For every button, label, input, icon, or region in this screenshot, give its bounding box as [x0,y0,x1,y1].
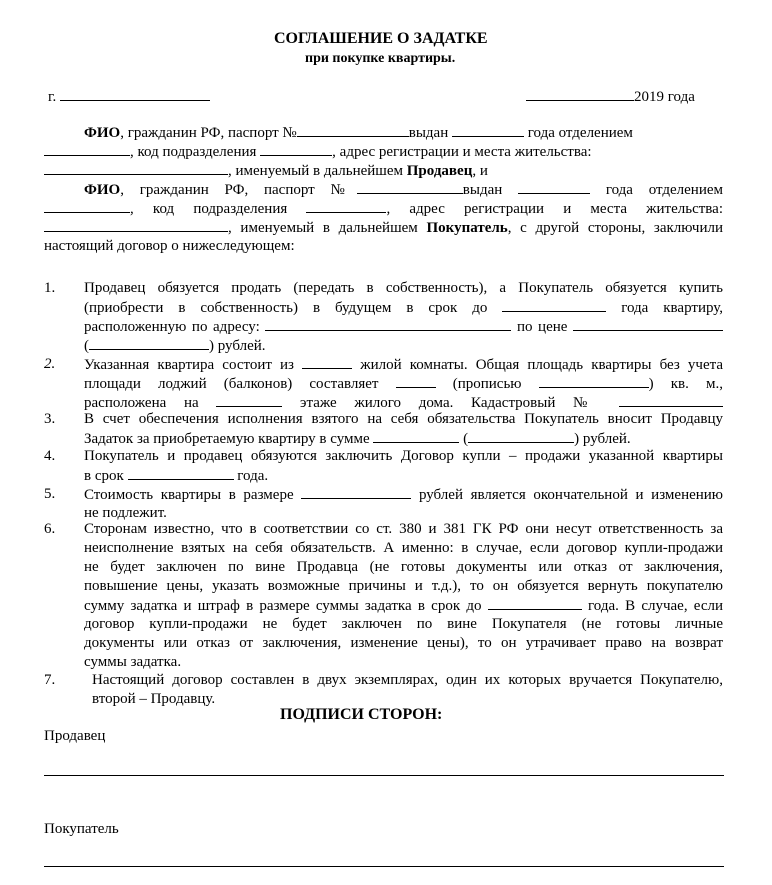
document-subtitle: при покупке квартиры. [305,51,456,66]
clause-1-address-blank[interactable] [265,318,511,331]
clause-4-text-2b: года. [237,468,269,484]
buyer-issued-blank[interactable] [518,181,590,194]
clause-7-line-1: Настоящий договор составлен в двух экземплярах, один их которых вручается Покупателю, [92,672,723,688]
buyer-line-3 [44,219,723,237]
clause-6-line-7: документы или отказ от заключения, изменение цены), то он утрачивает право на возврат [84,635,723,651]
clause-3-text-2a: Задаток за приобретаемую квартиру в сумме [84,431,370,447]
clause-1-text-2b: года квартиру, [621,300,724,316]
clause-1-text-2a: (приобрести в собственность) в будущем в срок до [84,300,488,316]
seller-fio-label: ФИО [84,125,121,141]
clause-3-sum-words-blank[interactable] [468,430,574,443]
city-blank[interactable] [60,88,210,101]
clause-2-floor-blank[interactable] [216,394,282,407]
city-prefix: г. [48,89,57,105]
clause-2-text-3a: расположена на [84,395,199,411]
buyer-signature-line[interactable] [44,866,724,867]
seller-line-1 [84,124,633,142]
clause-2-text-1b: жилой комнаты. Общая площадь квартиры без учета [360,357,723,373]
clause-7-line-2: второй – Продавцу. [92,691,216,707]
seller-dept-blank[interactable] [44,143,130,156]
signatures-heading: ПОДПИСИ СТОРОН: [280,706,443,723]
clause-5-text-1b: рублей является окончательной и изменению [418,487,724,503]
clause-1-text-4a: ( [84,338,89,354]
seller-text-7: , и [472,163,488,179]
buyer-text-5: , адрес регистрации и места жительства: [386,201,724,217]
clause-6-term-blank[interactable] [488,597,582,610]
clause-5-cost-blank[interactable] [301,486,411,499]
seller-signature-label: Продавец [44,728,106,744]
buyer-text-6: , именуемый в дальнейшем [228,220,427,236]
clause-3-sum-blank[interactable] [373,430,459,443]
clause-4-text-2a: в срок [84,468,124,484]
seller-text-6: , именуемый в дальнейшем [228,163,407,179]
clause-1-price-words-blank[interactable] [89,337,209,350]
clause-5-number: 5. [44,486,56,502]
clause-2-text-2c: ) кв. м., [648,376,723,392]
clause-1-text-3b: по цене [516,319,568,335]
clause-6-line-6: договор купли-продажи не будет заключен по вине Покупателя (не готовы личные [84,616,723,632]
buyer-line-2 [44,200,723,218]
seller-role: Продавец [406,163,473,179]
seller-text-4: , код подразделения [130,144,257,160]
buyer-dept-blank[interactable] [44,200,130,213]
clause-6-line-8: суммы задатка. [84,654,182,670]
clause-2-text-2b: (прописью [452,376,522,392]
clause-1-price-blank[interactable] [573,318,723,331]
clause-3-text-2b: ( [463,431,469,447]
seller-text-5: , адрес регистрации и места жительства: [332,144,592,160]
seller-passport-blank[interactable] [297,124,409,137]
clause-4-number: 4. [44,448,56,464]
clause-1-line-3 [84,318,723,336]
buyer-text-7: , с другой стороны, заключили [507,220,723,236]
clause-6-line-2: неисполнение взятых на себя обязательств. А именно: в случае, если договор купли-продажи [84,540,723,556]
clause-2-line-1 [84,356,723,374]
clause-2-line-3 [84,394,723,412]
clause-6-line-4: повышение цены, указать возможные причины и т.д.), то он обязуется вернуть покупателю [84,578,723,594]
clause-5-line-2: не подлежит. [84,505,167,521]
clause-3-text-2c: ) рублей. [574,431,631,447]
buyer-passport-blank[interactable] [357,181,463,194]
date-blank[interactable] [526,88,634,101]
clause-2-text-2a: площади лоджий (балконов) составляет [84,376,379,392]
buyer-role: Покупатель [426,220,508,236]
clause-1-text-3a: расположенную по адресу: [84,319,260,335]
buyer-line-1 [84,181,723,199]
clause-6-line-1: Сторонам известно, что в соответствии со ст. 380 и 381 ГК РФ они несут ответственность за [84,521,723,537]
clause-2-area-blank[interactable] [396,375,436,388]
city-line [48,88,210,106]
clause-6-number: 6. [44,521,56,537]
seller-issued-blank[interactable] [452,124,524,137]
buyer-text-3: года отделением [605,182,724,198]
seller-text-2: выдан [408,125,449,141]
buyer-fio-label: ФИО [84,182,121,198]
clause-5-line-1 [84,486,723,504]
clause-1-line-4 [84,337,266,355]
buyer-code-blank[interactable] [306,200,386,213]
buyer-line-4: настоящий договор о нижеследующем: [44,238,295,254]
clause-2-area-words-blank[interactable] [539,375,649,388]
clause-3-number: 3. [44,411,56,427]
clause-6-text-5b: года. В случае, если [587,598,724,614]
seller-address-blank[interactable] [44,162,228,175]
seller-line-2 [44,143,592,161]
clause-1-line-2 [84,299,723,317]
document-title: СОГЛАШЕНИЕ О ЗАДАТКЕ [274,30,488,47]
clause-6-line-3: не будет заключен по вине Продавца (не готовы документы или отказ от заключения, [84,559,723,575]
clause-3-line-2 [84,430,631,448]
clause-6-text-5a: сумму задатка и штраф в размере суммы задатка в срок до [84,598,482,614]
clause-1-line-1: Продавец обязуется продать (передать в собственность), а Покупатель обязуется купить [84,280,723,296]
clause-5-text-1a: Стоимость квартиры в размере [84,487,294,503]
clause-2-text-1a: Указанная квартира состоит из [84,357,294,373]
clause-3-line-1: В счет обеспечения исполнения взятого на себя обязательства Покупатель вносит Продавцу [84,411,723,427]
buyer-text-1: , гражданин РФ, паспорт № [120,182,357,198]
date-year: 2019 года [634,89,695,105]
clause-1-term-blank[interactable] [502,299,606,312]
clause-2-cadastral-blank[interactable] [619,394,723,407]
seller-line-3 [44,162,488,180]
seller-text-3: года отделением [527,125,633,141]
clause-4-line-1: Покупатель и продавец обязуются заключить Договор купли – продажи указанной квартиры [84,448,723,464]
clause-1-number: 1. [44,280,56,296]
clause-2-rooms-blank[interactable] [302,356,352,369]
seller-code-blank[interactable] [260,143,332,156]
buyer-address-blank[interactable] [44,219,228,232]
clause-1-text-4b: ) рублей. [209,338,266,354]
clause-4-term-blank[interactable] [128,467,234,480]
seller-text-1: , гражданин РФ, паспорт № [120,125,297,141]
clause-4-line-2 [84,467,268,485]
buyer-signature-label: Покупатель [44,821,119,837]
buyer-text-2: выдан [462,182,503,198]
buyer-text-4: , код подразделения [130,201,288,217]
clause-2-line-2 [84,375,723,393]
clause-7-number: 7. [44,672,56,688]
clause-2-number: 2. [44,356,56,372]
date-line [526,88,695,106]
seller-signature-line[interactable] [44,775,724,776]
clause-2-text-3b: этаже жилого дома. Кадастровый № [300,395,602,411]
clause-6-line-5 [84,597,723,615]
